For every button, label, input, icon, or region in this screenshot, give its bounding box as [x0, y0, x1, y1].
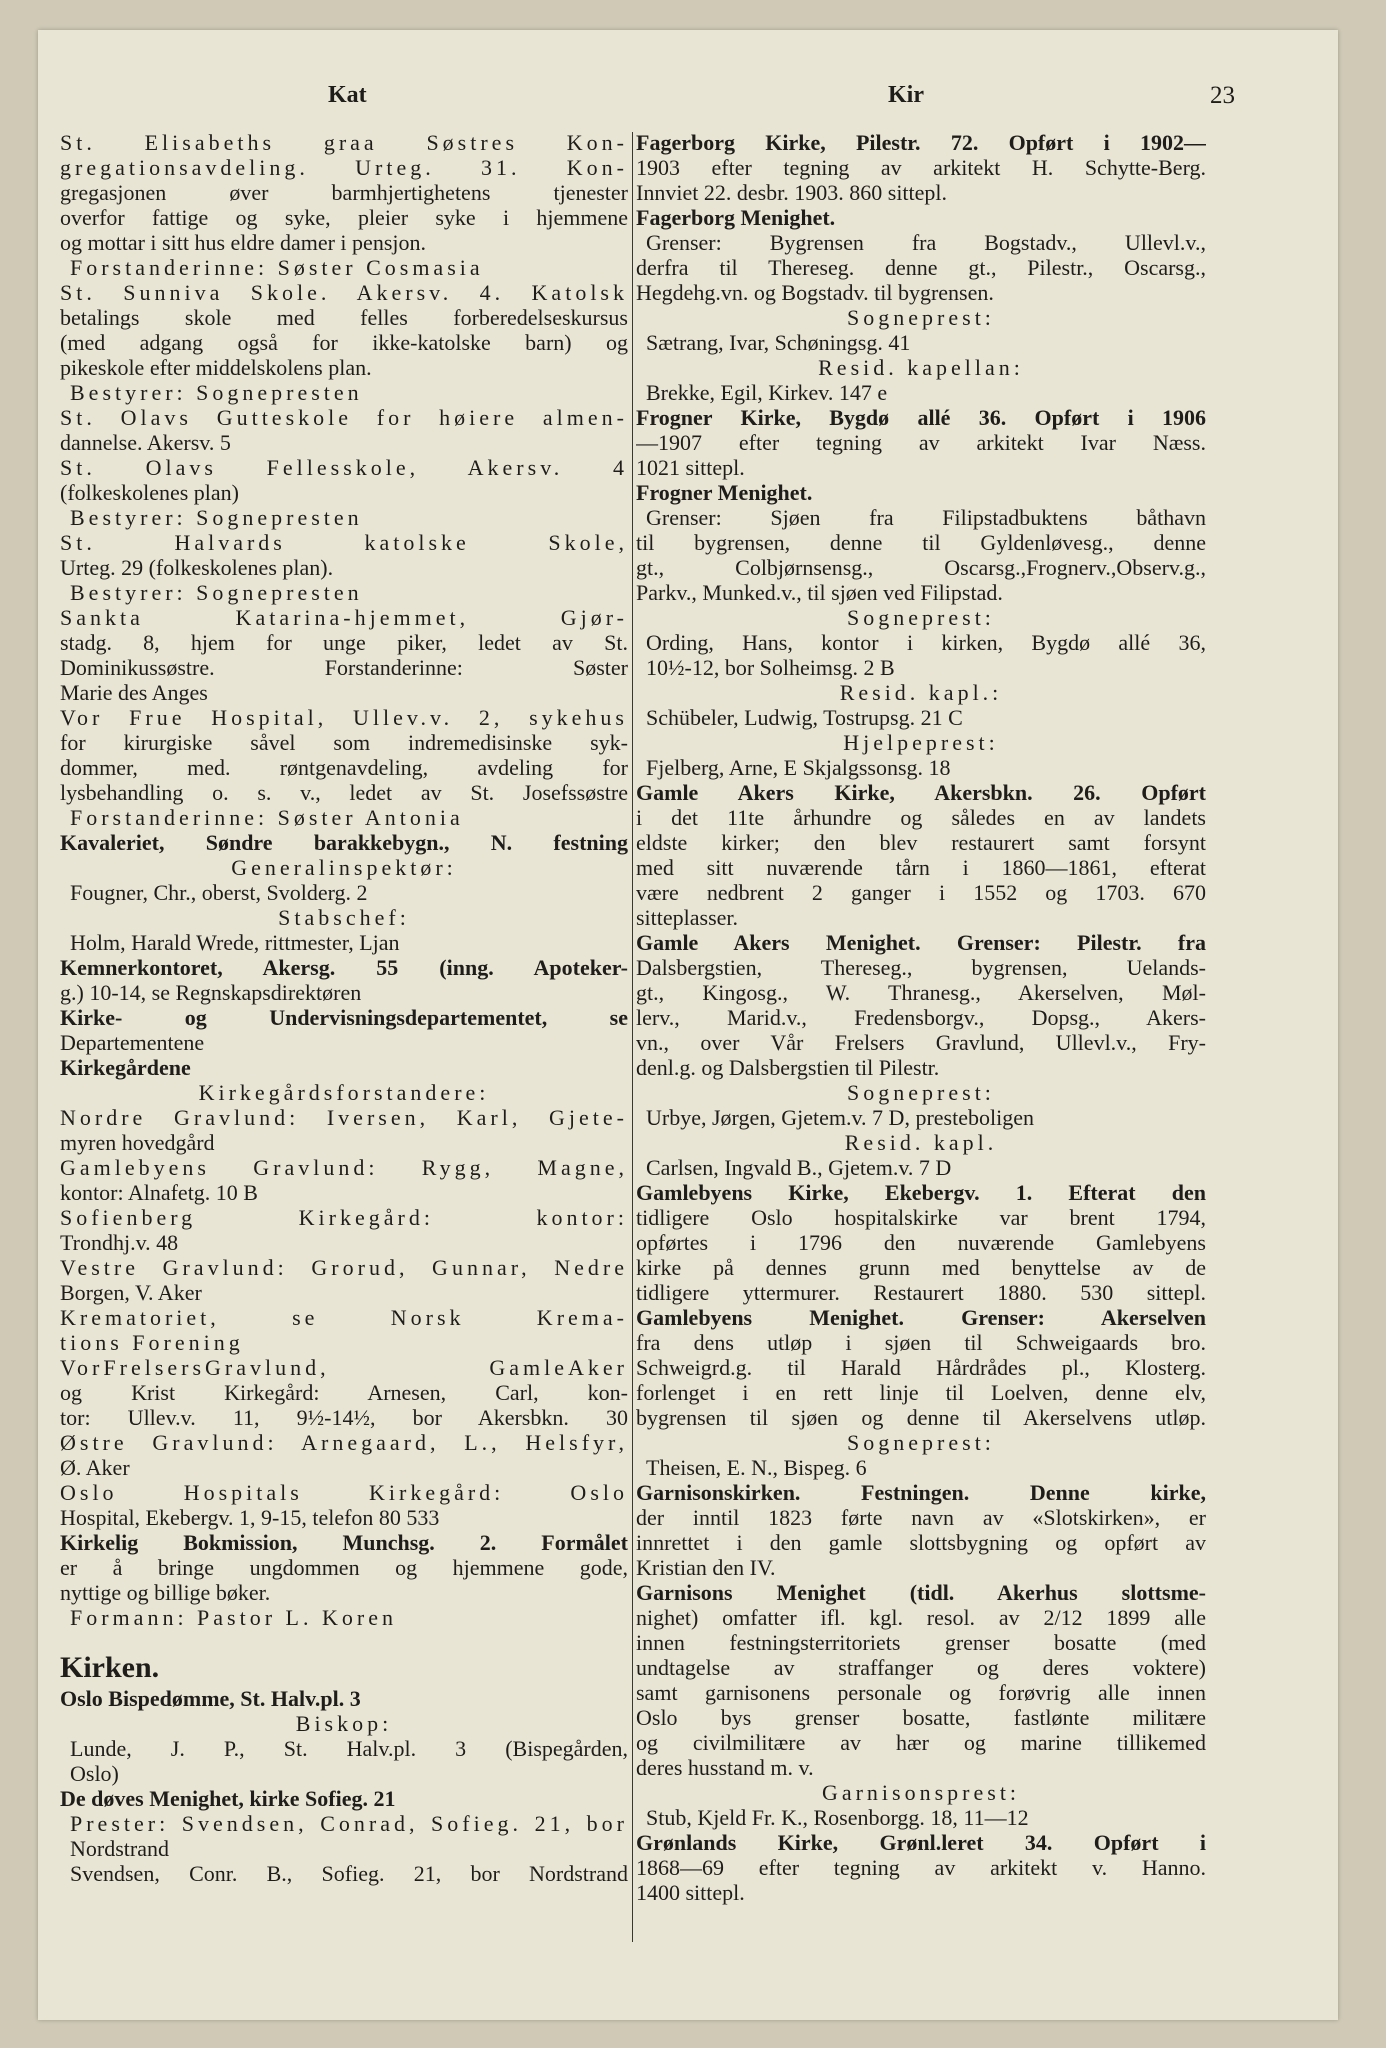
- right-column-line: der inntil 1823 førte navn av «Slotskirken», er: [636, 1505, 1206, 1530]
- left-column-line: St. Elisabeths graa Søstres Kon-: [60, 130, 628, 155]
- left-column-line: Gamlebyens Gravlund: Rygg, Magne,: [60, 1155, 628, 1180]
- left-column-line: Kirkelig Bokmission, Munchsg. 2. Formålet: [60, 1530, 628, 1555]
- left-column-line: Prester: Svendsen, Conrad, Sofieg. 21, bor: [70, 1811, 628, 1836]
- left-column-line: nyttige og billige bøker.: [60, 1580, 271, 1605]
- left-column-line: St. Olavs Fellesskole, Akersv. 4: [60, 455, 628, 480]
- right-column-line: Fagerborg Menighet.: [636, 205, 836, 230]
- right-column-line: Fagerborg Kirke, Pilestr. 72. Opført i 1902—: [636, 130, 1206, 155]
- left-column-line: Hospital, Ekebergv. 1, 9-15, telefon 80 533: [60, 1505, 440, 1530]
- right-column-line: Theisen, E. N., Bispeg. 6: [646, 1455, 867, 1480]
- left-column-line: Departementene: [60, 1030, 205, 1055]
- left-column-line: Forstanderinne: Søster Cosmasia: [70, 255, 484, 280]
- right-column-line: kirke på dennes grunn med benyttelse av de: [636, 1255, 1206, 1280]
- left-column-line: Marie des Anges: [60, 680, 208, 705]
- right-column-line: og civilmilitære av hær og marine tillikemed: [636, 1730, 1206, 1755]
- right-column-line: Grønlands Kirke, Grønl.leret 34. Opført i: [636, 1830, 1206, 1855]
- left-column-line: Sofienberg Kirkegård: kontor:: [60, 1205, 628, 1230]
- left-column: [60, 130, 628, 1886]
- left-column-line: Nordre Gravlund: Iversen, Karl, Gjete-: [60, 1105, 628, 1130]
- right-column-line: Parkv., Munked.v., til sjøen ved Filipstad.: [636, 580, 1003, 605]
- right-column-line: Carlsen, Ingvald B., Gjetem.v. 7 D: [646, 1155, 952, 1180]
- right-column-line: Sogneprest:: [847, 1430, 995, 1455]
- left-column-line: Fougner, Chr., oberst, Svolderg. 2: [70, 880, 368, 905]
- right-column-line: Sogneprest:: [847, 305, 995, 330]
- right-column-line: 1903 efter tegning av arkitekt H. Schytte-Berg.: [636, 155, 1206, 180]
- left-column-line: Østre Gravlund: Arnegaard, L., Helsfyr,: [60, 1430, 628, 1455]
- left-column-line: og mottar i sitt hus eldre damer i pensjon.: [60, 230, 426, 255]
- right-column-line: Sogneprest:: [847, 605, 995, 630]
- left-column-line: tor: Ullev.v. 11, 9½-14½, bor Akersbkn. 30: [60, 1405, 628, 1430]
- right-column-line: Grenser: Sjøen fra Filipstadbuktens båthavn: [646, 505, 1206, 530]
- right-column-line: gt., Colbjørnsensg., Oscarsg.,Frognerv.,Observ.g.,: [636, 555, 1206, 580]
- left-column-line: Bestyrer: Sognepresten: [70, 580, 363, 605]
- left-column-line: Bestyrer: Sognepresten: [70, 505, 363, 530]
- right-column-line: innen festningsterritoriets grenser bosatte (med: [636, 1630, 1206, 1655]
- left-column-line: Kemnerkontoret, Akersg. 55 (inng. Apoteker-: [60, 955, 628, 980]
- left-column-line: dannelse. Akersv. 5: [60, 430, 231, 455]
- right-column-line: lerv., Marid.v., Fredensborgv., Dopsg., Akers-: [636, 1005, 1206, 1030]
- right-column-line: Gamle Akers Menighet. Grenser: Pilestr. fra: [636, 930, 1206, 955]
- left-column-line: kontor: Alnafetg. 10 B: [60, 1180, 258, 1205]
- right-column-line: Gamle Akers Kirke, Akersbkn. 26. Opført: [636, 780, 1206, 805]
- right-column-line: samt garnisonens personale og forøvrig alle innen: [636, 1680, 1206, 1705]
- right-column-line: fra dens utløp i sjøen til Schweigaards bro.: [636, 1330, 1206, 1355]
- right-column-line: Gamlebyens Menighet. Grenser: Akerselven: [636, 1305, 1206, 1330]
- left-column-line: gregasjonen øver barmhjertighetens tjenester: [60, 180, 628, 205]
- left-column-line: Kirken.: [60, 1651, 160, 1684]
- header-left-keyword: Kat: [328, 82, 367, 108]
- right-column-line: innrettet i den gamle slottsbygning og opført av: [636, 1530, 1206, 1555]
- right-column-line: Urbye, Jørgen, Gjetem.v. 7 D, presteboligen: [646, 1105, 1034, 1130]
- left-column-line: Vor Frue Hospital, Ullev.v. 2, sykehus: [60, 705, 628, 730]
- left-column-line: er å bringe ungdommen og hjemmene gode,: [60, 1555, 628, 1580]
- left-column-line: stadg. 8, hjem for unge piker, ledet av St.: [60, 630, 628, 655]
- right-column-line: sitteplasser.: [636, 905, 739, 930]
- right-column-line: Dalsbergstien, Thereseg., bygrensen, Uelands-: [636, 955, 1206, 980]
- right-column-line: Garnisonsprest:: [821, 1780, 1021, 1805]
- book-page: [38, 30, 1338, 2020]
- right-column-line: Brekke, Egil, Kirkev. 147 e: [646, 380, 888, 405]
- running-header: [38, 82, 1338, 122]
- right-column-line: Sætrang, Ivar, Schøningsg. 41: [646, 330, 911, 355]
- left-column-line: Sankta Katarina-hjemmet, Gjør-: [60, 605, 628, 630]
- right-column-line: Resid. kapellan:: [818, 355, 1024, 380]
- right-column-line: Grenser: Bygrensen fra Bogstadv., Ullevl.v.,: [646, 230, 1206, 255]
- left-column-line: Vestre Gravlund: Grorud, Gunnar, Nedre: [60, 1255, 628, 1280]
- left-column-line: og Krist Kirkegård: Arnesen, Carl, kon-: [60, 1380, 628, 1405]
- left-column-line: (folkeskolenes plan): [60, 480, 239, 505]
- right-column-line: tidligere yttermurer. Restaurert 1880. 530 sittepl.: [636, 1280, 1206, 1305]
- right-column-line: Schübeler, Ludwig, Tostrupsg. 21 C: [646, 705, 963, 730]
- right-column-line: Oslo bys grenser bosatte, fastlønte militære: [636, 1705, 1206, 1730]
- left-column-line: Kirke- og Undervisningsdepartementet, se: [60, 1005, 628, 1030]
- column-divider: [632, 132, 633, 1942]
- left-column-line: Formann: Pastor L. Koren: [70, 1605, 397, 1630]
- right-column-line: være nedbrent 2 ganger i 1552 og 1703. 670: [636, 880, 1206, 905]
- left-column-line: Dominikussøstre. Forstanderinne: Søster: [60, 655, 628, 680]
- left-column-line: Holm, Harald Wrede, rittmester, Ljan: [70, 930, 400, 955]
- left-column-line: Kirkegårdsforstandere:: [198, 1080, 490, 1105]
- right-column-line: Gamlebyens Kirke, Ekebergv. 1. Efterat den: [636, 1180, 1206, 1205]
- right-column-line: forlenget i en rett linje til Loelven, denne elv,: [636, 1380, 1206, 1405]
- right-column-line: 1021 sittepl.: [636, 455, 745, 480]
- left-column-line: Ø. Aker: [60, 1455, 130, 1480]
- right-column-line: 10½-12, bor Solheimsg. 2 B: [646, 655, 895, 680]
- right-column-line: gt., Kingosg., W. Thranesg., Akerselven, Møl-: [636, 980, 1206, 1005]
- left-column-line: Oslo Bispedømme, St. Halv.pl. 3: [60, 1686, 361, 1711]
- left-column-line: Bestyrer: Sognepresten: [70, 380, 363, 405]
- right-column-line: Fjelberg, Arne, E Skjalgssonsg. 18: [646, 755, 951, 780]
- right-column-line: vn., over Vår Frelsers Gravlund, Ullevl.v., Fry-: [636, 1030, 1206, 1055]
- right-column-line: Hjelpeprest:: [843, 730, 999, 755]
- left-column-line: VorFrelsersGravlund, GamleAker: [60, 1355, 628, 1380]
- left-column-line: (med adgang også for ikke-katolske barn) og: [60, 330, 628, 355]
- left-column-line: lysbehandling o. s. v., ledet av St. Josefssøstre: [60, 780, 628, 805]
- right-column-line: Garnisons Menighet (tidl. Akerhus slottsme-: [636, 1580, 1206, 1605]
- page-number: 23: [1210, 82, 1235, 109]
- right-column-line: Innviet 22. desbr. 1903. 860 sittepl.: [636, 180, 948, 205]
- right-column-line: Schweigrd.g. til Harald Hårdrådes pl., Klosterg.: [636, 1355, 1206, 1380]
- header-right-keyword: Kir: [888, 82, 924, 108]
- right-column-line: denl.g. og Dalsbergstien til Pilestr.: [636, 1055, 940, 1080]
- right-column-line: Sogneprest:: [847, 1080, 995, 1105]
- right-column-line: Kristian den IV.: [636, 1555, 776, 1580]
- left-column-line: Kirkegårdene: [60, 1055, 191, 1080]
- right-column-line: 1400 sittepl.: [636, 1880, 745, 1905]
- right-column-line: derfra til Thereseg. denne gt., Pilestr., Oscarsg.,: [636, 255, 1206, 280]
- left-column-line: Lunde, J. P., St. Halv.pl. 3 (Bispegården,: [70, 1736, 628, 1761]
- left-column-line: Stabschef:: [278, 905, 410, 930]
- right-column-line: opførtes i 1796 den nuværende Gamlebyens: [636, 1230, 1206, 1255]
- right-column-line: Resid. kapl.:: [839, 680, 1003, 705]
- right-column-line: Resid. kapl.: [844, 1130, 998, 1155]
- left-column-line: Nordstrand: [70, 1836, 169, 1861]
- right-column-line: Ording, Hans, kontor i kirken, Bygdø allé 36,: [646, 630, 1206, 655]
- left-column-line: Svendsen, Conr. B., Sofieg. 21, bor Nordstrand: [70, 1861, 628, 1886]
- right-column-line: 1868—69 efter tegning av arkitekt v. Hanno.: [636, 1855, 1206, 1880]
- left-column-line: g.) 10-14, se Regnskapsdirektøren: [60, 980, 362, 1005]
- left-column-line: Oslo): [70, 1761, 119, 1786]
- right-column-line: i det 11te århundre og således en av landets: [636, 805, 1206, 830]
- left-column-line: for kirurgiske såvel som indremedisinske syk-: [60, 730, 628, 755]
- right-column-line: Stub, Kjeld Fr. K., Rosenborgg. 18, 11—12: [646, 1805, 1029, 1830]
- right-column-line: bygrensen til sjøen og denne til Akerselvens utløp.: [636, 1405, 1206, 1430]
- left-column-line: gregationsavdeling. Urteg. 31. Kon-: [60, 155, 628, 180]
- left-column-line: betalings skole med felles forberedelseskursus: [60, 305, 628, 330]
- left-column-line: Kavaleriet, Søndre barakkebygn., N. festning: [60, 830, 628, 855]
- right-column-line: —1907 efter tegning av arkitekt Ivar Næss.: [636, 430, 1206, 455]
- left-column-line: Borgen, V. Aker: [60, 1280, 202, 1305]
- left-column-line: St. Sunniva Skole. Akersv. 4. Katolsk: [60, 280, 628, 305]
- left-column-line: Trondhj.v. 48: [60, 1230, 179, 1255]
- left-column-line: Urteg. 29 (folkeskolenes plan).: [60, 555, 334, 580]
- right-column-line: Garnisonskirken. Festningen. Denne kirke,: [636, 1480, 1206, 1505]
- right-column-line: Frogner Menighet.: [636, 480, 813, 505]
- right-column-line: Hegdehg.vn. og Bogstadv. til bygrensen.: [636, 280, 994, 305]
- right-column-line: eldste kirker; den blev restaurert samt forsynt: [636, 830, 1206, 855]
- right-column-line: Frogner Kirke, Bygdø allé 36. Opført i 1906: [636, 405, 1206, 430]
- left-column-line: dommer, med. røntgenavdeling, avdeling for: [60, 755, 628, 780]
- left-column-line: St. Olavs Gutteskole for høiere almen-: [60, 405, 628, 430]
- left-column-line: Forstanderinne: Søster Antonia: [70, 805, 464, 830]
- left-column-line: St. Halvards katolske Skole,: [60, 530, 628, 555]
- left-column-line: overfor fattige og syke, pleier syke i hjemmene: [60, 205, 628, 230]
- right-column-line: undtagelse av straffanger og deres voktere): [636, 1655, 1206, 1680]
- right-column-line: tidligere Oslo hospitalskirke var brent 1794,: [636, 1205, 1206, 1230]
- right-column-line: med sitt nuværende tårn i 1860—1861, efterat: [636, 855, 1206, 880]
- left-column-line: tions Forening: [60, 1330, 244, 1355]
- right-column-line: deres husstand m. v.: [636, 1755, 814, 1780]
- left-column-line: myren hovedgård: [60, 1130, 215, 1155]
- right-column-line: til bygrensen, denne til Gyldenløvesg., denne: [636, 530, 1206, 555]
- left-column-line: Biskop:: [295, 1711, 393, 1736]
- left-column-line: Krematoriet, se Norsk Krema-: [60, 1305, 628, 1330]
- right-column: [636, 130, 1206, 1905]
- right-column-line: nighet) omfatter ifl. kgl. resol. av 2/12 1899 alle: [636, 1605, 1206, 1630]
- left-column-line: Oslo Hospitals Kirkegård: Oslo: [60, 1480, 628, 1505]
- left-column-line: De døves Menighet, kirke Sofieg. 21: [60, 1786, 396, 1811]
- left-column-line: pikeskole efter middelskolens plan.: [60, 355, 372, 380]
- left-column-line: Generalinspektør:: [231, 855, 457, 880]
